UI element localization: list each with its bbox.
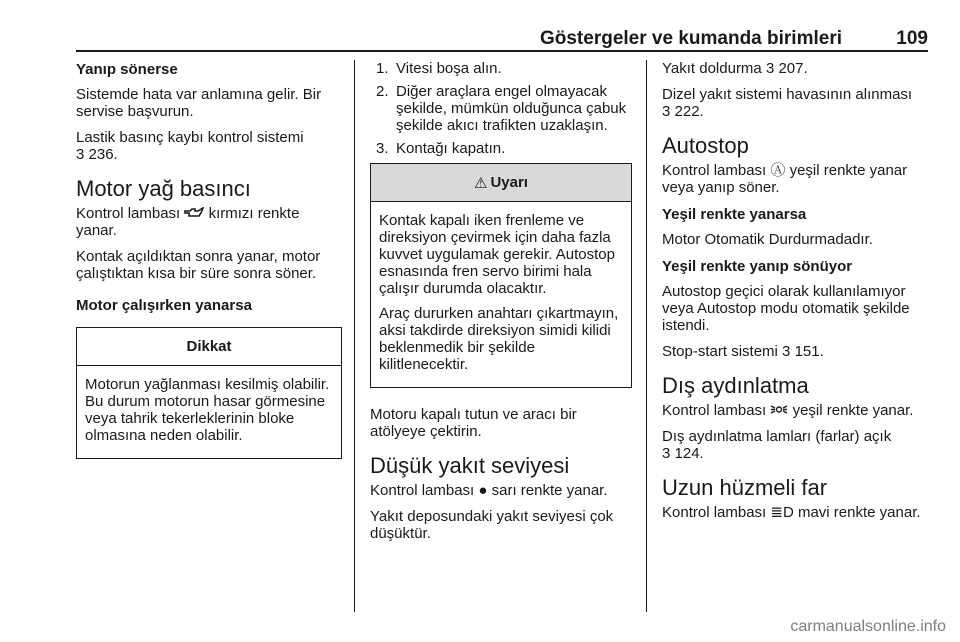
paragraph-autostop-gecici: Autostop geçici olarak kullanılamıyor veya Autostop modu otomatik şekilde istendi. (662, 283, 910, 334)
warning-text-1: Kontak kapalı iken frenleme ve direksiyon çevirmek için daha fazla kuvvet uygulamak gerekir. Autostop esnasında fren servo birimi hala çalışır durumda olacaktır. (379, 212, 615, 297)
warning-icon: ⚠ (474, 174, 488, 192)
paragraph-motoru: Motoru kapalı tutun ve aracı bir atölyeye çektirin. (370, 406, 577, 440)
column-divider-1 (354, 60, 355, 612)
text: yeşil renkte yanar veya yanıp söner. (662, 162, 908, 196)
paragraph-dis-farlar (662, 428, 928, 462)
text: Kontrol lambası (76, 205, 181, 222)
heading-yesil-yanarsa: Yeşil renkte yanarsa (662, 206, 807, 223)
heading-yanip-sonerse: Yanıp sönerse (76, 61, 178, 78)
text: sarı renkte yanar. (491, 482, 608, 499)
heading-autostop: Autostop (662, 133, 749, 158)
paragraph-lastik (76, 129, 342, 163)
step-text: Diğer araçlara engel olmayacak şekilde, mümkün olduğunca çabuk şekilde akıcı trafikten uzaklaşın. (396, 83, 627, 134)
page-ref-link[interactable]: 236. (88, 146, 118, 163)
autostop-icon: Ⓐ (770, 162, 786, 179)
step-text: Kontağı kapatın. (396, 140, 506, 157)
paragraph-yakit-lamba (370, 482, 632, 499)
text: Kontrol lambası (662, 402, 767, 419)
column-2 (370, 60, 632, 551)
text: Stop-start sistemi (662, 343, 778, 360)
page-header (76, 26, 928, 50)
paragraph-dis-lamba (662, 402, 928, 419)
high-beam-icon: ≣D (770, 504, 794, 521)
caution-box-title: Dikkat (77, 328, 341, 366)
text: Dizel yakıt sistemi havasının alınması (662, 86, 913, 103)
column-3 (662, 60, 928, 530)
paragraph-kontrol-lambasi (76, 205, 342, 239)
text: yeşil renkte yanar. (792, 402, 914, 419)
column-divider-2 (646, 60, 647, 612)
page-ref-icon: 3 (76, 146, 85, 163)
header-rule (76, 50, 928, 52)
warning-box (370, 163, 632, 388)
paragraph-stop-start (662, 343, 928, 360)
text: Kontrol lambası (370, 482, 475, 499)
list-item (370, 140, 632, 157)
paragraph-motor-otomatik: Motor Otomatik Durdurmadadır. (662, 231, 873, 248)
step-number: 1. (376, 60, 389, 77)
step-number: 3. (376, 140, 389, 157)
page-ref-icon: 3 (782, 343, 791, 360)
text: Yakıt doldurma (662, 60, 762, 77)
caution-box-body (77, 366, 341, 458)
text: Kontrol lambası (662, 162, 767, 179)
caution-text: Motorun yağlanması kesilmiş olabilir. Bu durum motorun hasar görmesine veya tahrik tekerleklerinin bloke olmasına neden olabilir. (85, 376, 330, 444)
warning-box-title (371, 164, 631, 202)
heading-motor-calisirken: Motor çalışırken yanarsa (76, 297, 252, 314)
exterior-light-icon (770, 402, 788, 419)
page-ref-link[interactable]: 151. (794, 343, 824, 360)
step-text: Vitesi boşa alın. (396, 60, 502, 77)
paragraph-yakit-doldurma (662, 60, 928, 77)
step-number: 2. (376, 83, 389, 100)
list-item (370, 60, 632, 77)
page-ref-link[interactable]: 222. (674, 103, 704, 120)
text: Kontrol lambası (662, 504, 767, 521)
page-ref-icon: 3 (662, 103, 671, 120)
text: Dış aydınlatma lamları (farlar) açık (662, 428, 892, 445)
heading-dusuk-yakit: Düşük yakıt seviyesi (370, 453, 570, 478)
text: mavi renkte yanar. (797, 504, 921, 521)
paragraph-dizel (662, 86, 928, 120)
warning-box-body (371, 202, 631, 387)
heading-yesil-yanip: Yeşil renkte yanıp sönüyor (662, 258, 853, 275)
page-ref-icon: 3 (662, 445, 671, 462)
steps-list (370, 60, 632, 157)
paragraph-yakit-seviye: Yakıt deposundaki yakıt seviyesi çok düşüktür. (370, 508, 614, 542)
caution-box (76, 327, 342, 459)
list-item (370, 83, 632, 134)
heading-uzun-huzme: Uzun hüzmeli far (662, 475, 828, 500)
text: Lastik basınç kaybı kontrol sistemi (76, 129, 304, 146)
warning-title-text: Uyarı (490, 174, 528, 191)
watermark: carmanualsonline.info (790, 618, 946, 635)
column-1 (76, 60, 342, 473)
page-number: 109 (896, 28, 928, 49)
text: kırmızı renkte yanar. (76, 205, 300, 239)
page-ref-link[interactable]: 207. (778, 60, 808, 77)
warning-text-2: Araç dururken anahtarı çıkartmayın, aksi takdirde direksiyon simidi kilidi beklenmedik bir şekilde kilitlenecektir. (379, 305, 619, 373)
oil-can-icon (184, 205, 204, 222)
paragraph-autostop-lamba (662, 162, 928, 196)
header-title: Göstergeler ve kumanda birimleri (539, 28, 842, 49)
page-ref-link[interactable]: 124. (674, 445, 704, 462)
paragraph-kontak: Kontak açıldıktan sonra yanar, motor çalıştıktan kısa bir süre sonra söner. (76, 248, 321, 282)
paragraph-uzun-lamba (662, 504, 928, 521)
heading-motor-yag: Motor yağ basıncı (76, 176, 251, 201)
paragraph-hata: Sistemde hata var anlamına gelir. Bir servise başvurun. (76, 86, 322, 120)
heading-dis-aydinlatma: Dış aydınlatma (662, 373, 809, 398)
page-ref-icon: 3 (765, 60, 775, 77)
fuel-icon: ● (478, 482, 488, 499)
